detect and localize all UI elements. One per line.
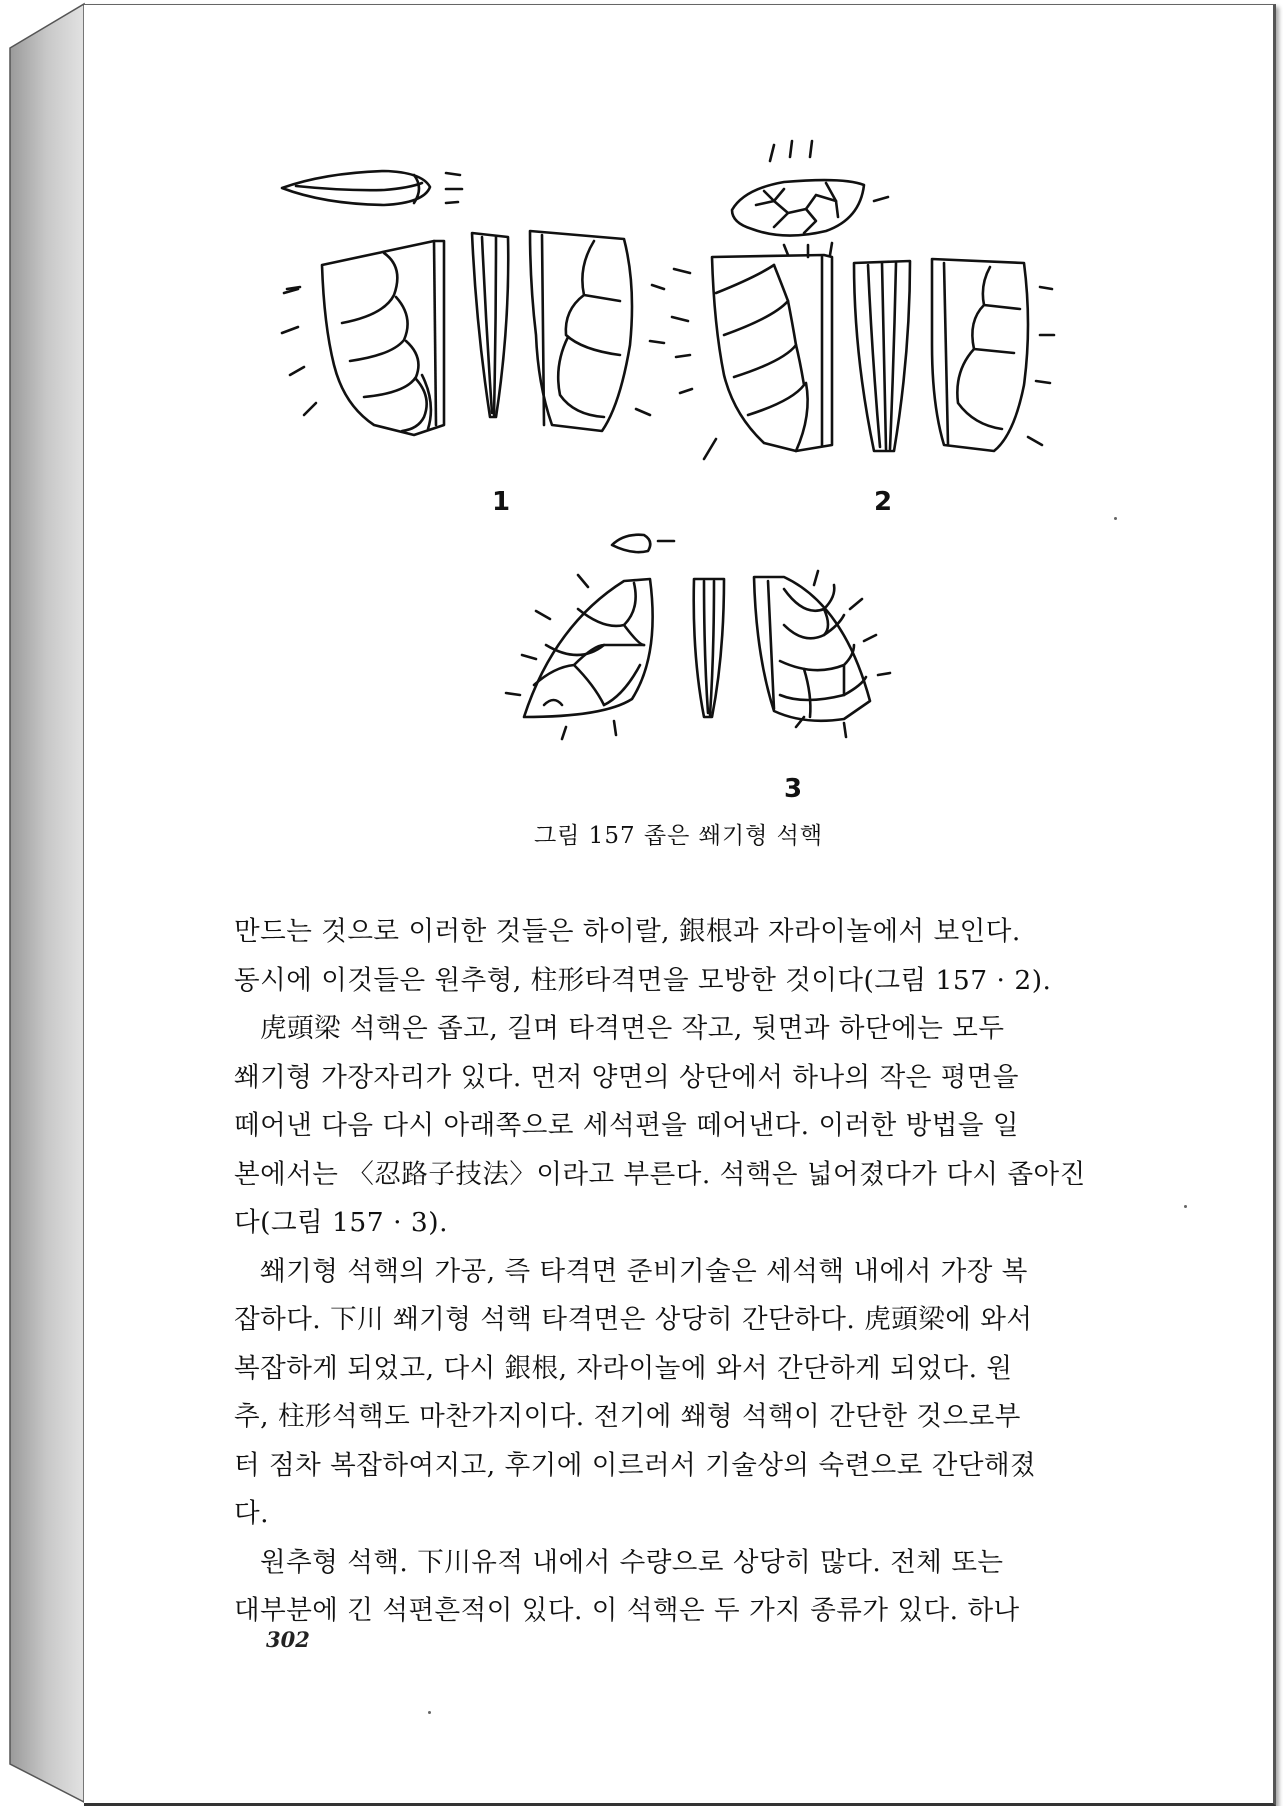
scan-speck bbox=[428, 1711, 431, 1714]
page-number: 302 bbox=[266, 1627, 310, 1652]
text-line: 떼어낸 다음 다시 아래쪽으로 세석편을 떼어낸다. 이러한 방법을 일 bbox=[234, 1110, 1019, 1141]
body-text bbox=[234, 908, 1202, 1636]
scan-speck bbox=[1184, 1205, 1187, 1208]
core-2-drawing bbox=[672, 141, 1054, 459]
text-line: 잡하다. 下川 쐐기형 석핵 타격면은 상당히 간단하다. 虎頭梁에 와서 bbox=[234, 1304, 1033, 1335]
text-line: 터 점차 복잡하여지고, 후기에 이르러서 기술상의 숙련으로 간단해졌 bbox=[234, 1449, 1037, 1481]
text-line: 다. bbox=[234, 1498, 270, 1529]
text-line: 虎頭梁 석핵은 좁고, 길며 타격면은 작고, 뒷면과 하단에는 모두 bbox=[260, 1013, 1005, 1044]
core-2-label: 2 bbox=[874, 487, 893, 517]
core-1-label: 1 bbox=[492, 487, 511, 517]
text-line: 대부분에 긴 석편흔적이 있다. 이 석핵은 두 가지 종류가 있다. 하나 bbox=[234, 1595, 1020, 1626]
book-edge bbox=[10, 4, 84, 1802]
text-line: 만드는 것으로 이러한 것들은 하이랄, 銀根과 자라이놀에서 보인다. bbox=[234, 916, 1021, 947]
text-line: 동시에 이것들은 원추형, 柱形타격면을 모방한 것이다(그림 157 · 2). bbox=[234, 964, 1052, 996]
book-page bbox=[84, 4, 1276, 1806]
text-line: 본에서는 〈忍路子技法〉이라고 부른다. 석핵은 넓어졌다가 다시 좁아진 bbox=[234, 1158, 1086, 1190]
figure-157 bbox=[84, 5, 1273, 804]
figure-caption: 그림 157 좁은 쐐기형 석핵 bbox=[533, 823, 824, 849]
text-line: 다(그림 157 · 3). bbox=[234, 1207, 449, 1238]
text-line: 추, 柱形석핵도 마찬가지이다. 전기에 쐐형 석핵이 간단한 것으로부 bbox=[234, 1401, 1021, 1432]
stone-core-drawings bbox=[84, 5, 1273, 804]
core-1-drawing bbox=[282, 171, 664, 435]
core-3-drawing bbox=[506, 535, 890, 739]
scan-speck bbox=[1114, 517, 1117, 520]
core-3-label: 3 bbox=[784, 774, 803, 804]
text-line: 쐐기형 석핵의 가공, 즉 타격면 준비기술은 세석핵 내에서 가장 복 bbox=[260, 1255, 1028, 1287]
text-line: 복잡하게 되었고, 다시 銀根, 자라이놀에 와서 간단하게 되었다. 원 bbox=[234, 1352, 1013, 1384]
text-line: 쐐기형 가장자리가 있다. 먼저 양면의 상단에서 하나의 작은 평면을 bbox=[234, 1061, 1019, 1093]
text-line: 원추형 석핵. 下川유적 내에서 수량으로 상당히 많다. 전체 또는 bbox=[260, 1546, 1004, 1578]
